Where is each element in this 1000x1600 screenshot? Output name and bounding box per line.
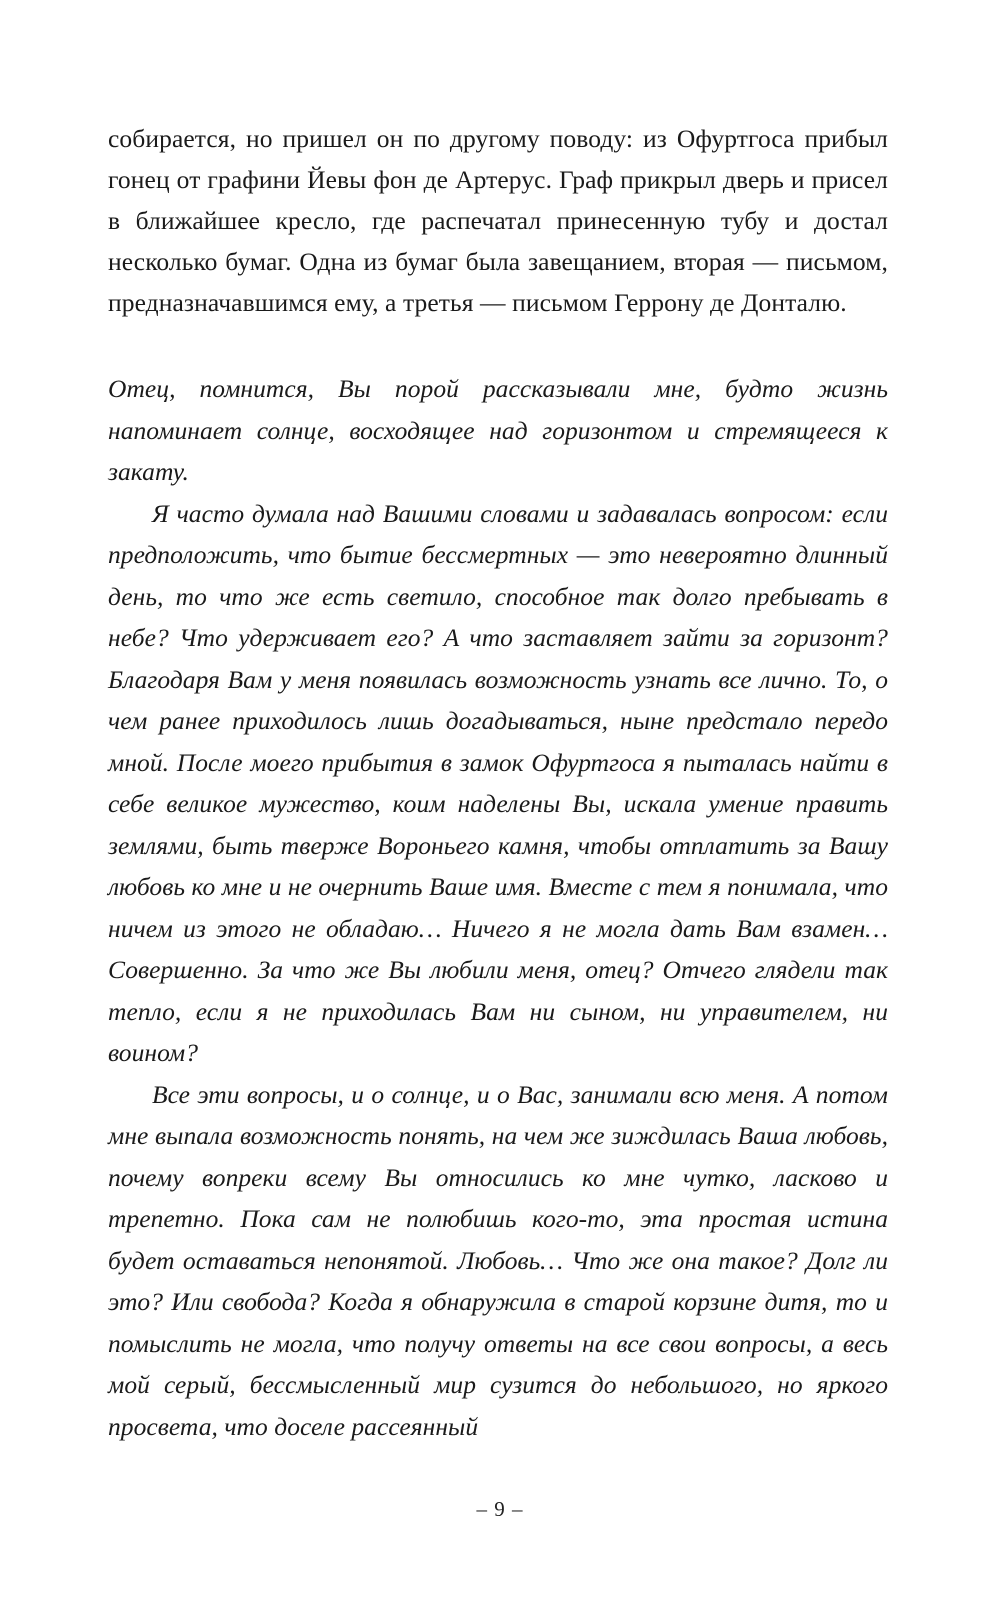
- page-number: – 9 –: [476, 1497, 524, 1521]
- letter-paragraph-1: Отец, помнится, Вы порой рассказывали мне, будто жизнь напоминает солнце, восходящее над горизонтом и стремящееся к закату.: [108, 374, 888, 486]
- letter-excerpt: [108, 368, 888, 1447]
- continued-paragraph: собирается, но пришел он по другому поводу: из Офуртгоса прибыл гонец от графини Йевы фон де Артерус. Граф прикрыл дверь и присел в ближайшее кресло, где распечатал принесенную тубу и достал несколько бумаг. Одна из бумаг была завещанием, вторая — письмом, предназначавшимся ему, а третья — письмом Геррону де Донталю.: [108, 124, 888, 317]
- letter-paragraph-2: Я часто думала над Вашими словами и задавалась вопросом: если предположить, что бытие бессмертных — это невероятно длинный день, то что же есть светило, способное так долго пребывать в небе? Что удерживает его? А что заставляет зайти за горизонт? Благодаря Вам у меня появилась возможность узнать все лично. То, о чем ранее приходилось лишь догадываться, ныне предстало передо мной. После моего прибытия в замок Офуртгоса я пыталась найти в себе великое мужество, коим наделены Вы, искала умение править землями, быть тверже Вороньего камня, чтобы отплатить за Вашу любовь ко мне и не очернить Ваше имя. Вместе с тем я понимала, что ничем из этого не обладаю… Ничего я не могла дать Вам взамен… Совершенно. За что же Вы любили меня, отец? Отчего глядели так тепло, если я не приходилась Вам ни сыном, ни управителем, ни воином?: [108, 498, 888, 1067]
- letter-paragraph-3: Все эти вопросы, и о солнце, и о Вас, занимали всю меня. А потом мне выпала возможность понять, на чем же зиждилась Ваша любовь, почему вопреки всему Вы относились ко мне чутко, ласково и трепетно. Пока сам не полюбишь кого-то, эта простая истина будет оставаться непонятой. Любовь… Что же она такое? Долг ли это? Или свобода? Когда я обнаружила в старой корзине дитя, то и помыслить не могла, что получу ответы на все свои вопросы, а весь мой серый, бессмысленный мир сузится до небольшого, но яркого просвета, что доселе рассеянный: [108, 1079, 888, 1441]
